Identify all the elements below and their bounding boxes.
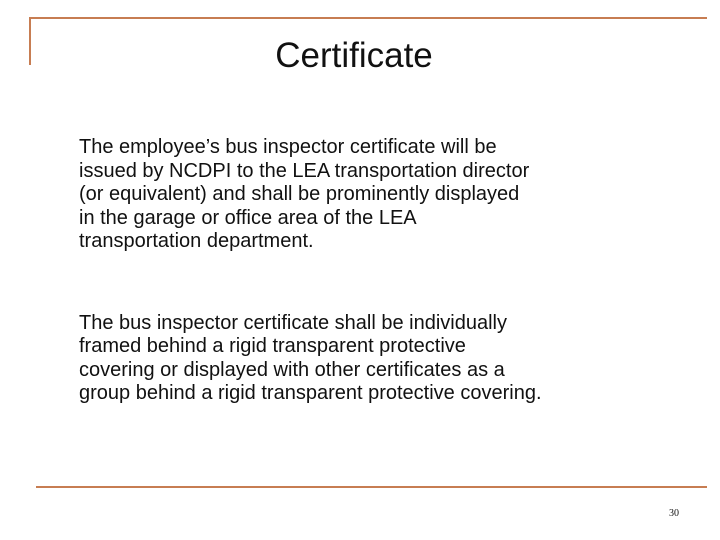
paragraph-2-line: framed behind a rigid transparent protective (79, 335, 466, 357)
slide-title: Certificate (275, 36, 433, 75)
paragraph-1-line: issued by NCDPI to the LEA transportation director (79, 159, 530, 182)
top-accent-line (29, 17, 707, 19)
paragraph-1-line: The employee’s bus inspector certificate will be (79, 136, 497, 158)
bottom-accent-line (36, 486, 707, 488)
paragraph-1 (79, 136, 679, 254)
paragraph-1-line: transportation department. (79, 230, 314, 252)
paragraph-1-line: (or equivalent) and shall be prominently displayed (79, 183, 520, 205)
paragraph-2-line: covering or displayed with other certificates as a (79, 358, 505, 381)
paragraph-2-line: The bus inspector certificate shall be individually (79, 311, 507, 334)
paragraph-2 (79, 312, 679, 406)
paragraph-2-line: group behind a rigid transparent protective covering. (79, 382, 542, 404)
page-number: 30 (669, 508, 679, 519)
slide-body (79, 136, 679, 406)
paragraph-1-line: in the garage or office area of the LEA (79, 206, 417, 229)
